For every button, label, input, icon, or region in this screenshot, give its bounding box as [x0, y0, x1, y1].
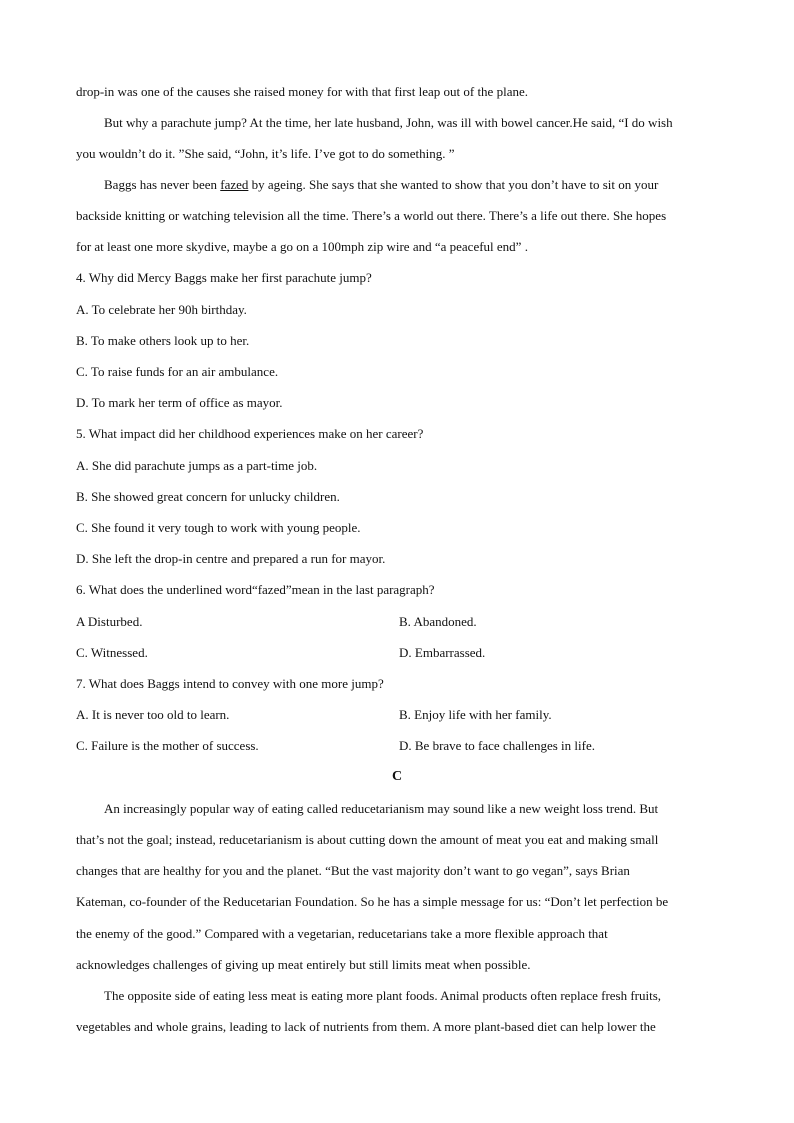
answer-option: B. Abandoned.	[399, 614, 477, 629]
answer-option: D. Embarrassed.	[399, 645, 486, 660]
passage-line: But why a parachute jump? At the time, her late husband, John, was ill with bowel cancer.He said, “I do wish	[104, 115, 673, 130]
passage-line	[104, 177, 722, 193]
question-stem: 6. What does the underlined word“fazed”mean in the last paragraph?	[76, 582, 435, 597]
passage-line: Kateman, co-founder of the Reducetarian Foundation. So he has a simple message for us: “Don’t let perfection be	[76, 894, 669, 909]
answer-option: B. Enjoy life with her family.	[399, 707, 552, 722]
passage-line: An increasingly popular way of eating called reducetarianism may sound like a new weight loss trend. But	[104, 801, 659, 816]
section-heading: C	[391, 769, 403, 784]
passage-line: you wouldn’t do it. ”She said, “John, it’s life. I’ve got to do something. ”	[76, 146, 455, 161]
passage-text: by ageing. She says that she wanted to show that you don’t have to sit on your	[248, 177, 659, 192]
passage-line: The opposite side of eating less meat is eating more plant foods. Animal products often replace fresh fruits,	[104, 988, 662, 1003]
answer-option: A. To celebrate her 90h birthday.	[76, 302, 247, 317]
answer-option: C. To raise funds for an air ambulance.	[76, 364, 279, 379]
answer-option: A. She did parachute jumps as a part-time job.	[76, 458, 318, 473]
underlined-word: fazed	[220, 177, 249, 192]
answer-option: D. To mark her term of office as mayor.	[76, 395, 283, 410]
passage-line: changes that are healthy for you and the planet. “But the vast majority don’t want to go vegan”, says Brian	[76, 863, 630, 878]
question-stem: 4. Why did Mercy Baggs make her first parachute jump?	[76, 270, 372, 285]
answer-option: B. To make others look up to her.	[76, 333, 250, 348]
question-stem: 7. What does Baggs intend to convey with one more jump?	[76, 676, 384, 691]
passage-line: for at least one more skydive, maybe a go on a 100mph zip wire and “a peaceful end” .	[76, 239, 528, 254]
answer-option: A Disturbed.	[76, 614, 143, 629]
passage-line: acknowledges challenges of giving up meat entirely but still limits meat when possible.	[76, 957, 531, 972]
passage-line: vegetables and whole grains, leading to lack of nutrients from them. A more plant-based diet can help lower the	[76, 1019, 656, 1034]
passage-line: the enemy of the good.” Compared with a vegetarian, reducetarians take a more flexible approach that	[76, 926, 608, 941]
answer-option: D. Be brave to face challenges in life.	[399, 738, 595, 753]
question-stem: 5. What impact did her childhood experiences make on her career?	[76, 426, 424, 441]
passage-line: backside knitting or watching television all the time. There’s a world out there. There’s a life out there. She hopes	[76, 208, 667, 223]
passage-line: drop-in was one of the causes she raised money for with that first leap out of the plane.	[76, 84, 528, 99]
passage-text: Baggs has never been	[104, 177, 221, 192]
answer-option: C. She found it very tough to work with young people.	[76, 520, 361, 535]
passage-line: that’s not the goal; instead, reducetarianism is about cutting down the amount of meat you eat and making small	[76, 832, 659, 847]
answer-option: B. She showed great concern for unlucky children.	[76, 489, 340, 504]
answer-option: C. Failure is the mother of success.	[76, 738, 259, 753]
answer-option: D. She left the drop-in centre and prepared a run for mayor.	[76, 551, 386, 566]
answer-option: C. Witnessed.	[76, 645, 148, 660]
answer-option: A. It is never too old to learn.	[76, 707, 230, 722]
